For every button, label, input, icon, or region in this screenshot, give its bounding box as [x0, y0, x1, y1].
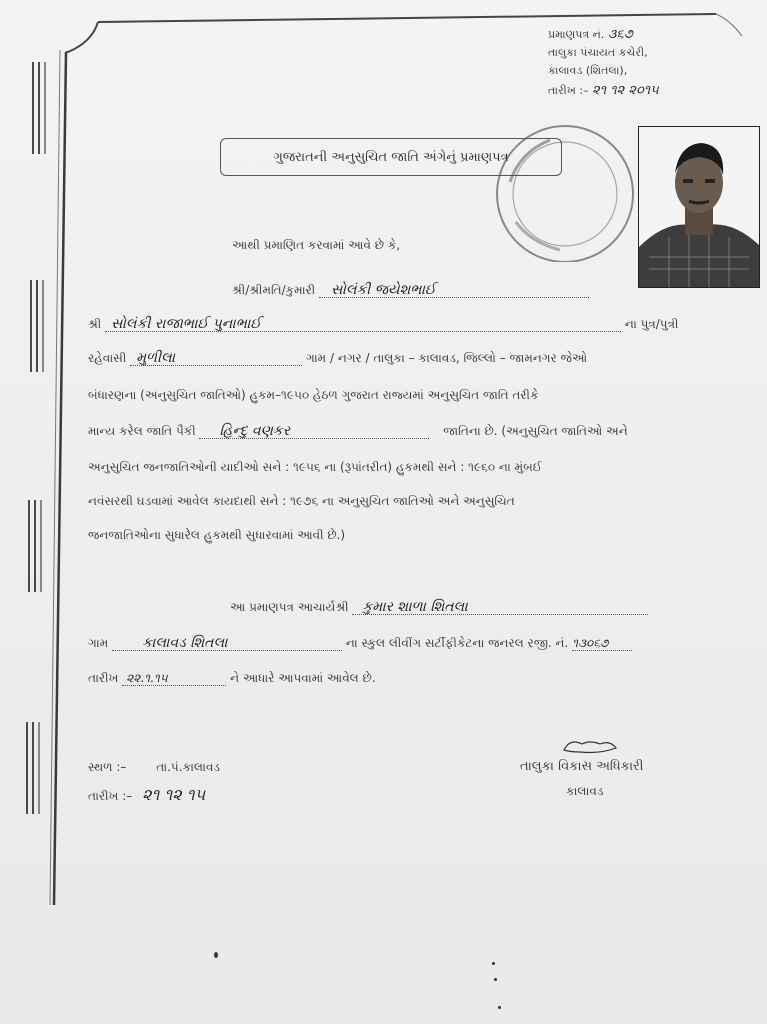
- name-label: શ્રી/શ્રીમતિ/કુમારી: [232, 283, 316, 297]
- basis-line-2: [88, 636, 632, 651]
- body-line-7: નવંસરથી ઘડવામાં આવેલ કાયદાથી સને : ૧૯૭૬ ના અનુસુચિત જાતિઓ અને અનુસુચિત: [88, 494, 515, 508]
- caste-label: માન્ય કરેલ જાતિ પૈકી: [88, 424, 196, 438]
- basis-date-rest: ને આધારે આપવામાં આવેલ છે.: [230, 671, 376, 685]
- header-date-line: [548, 84, 659, 98]
- father-line: [88, 317, 678, 332]
- residence-village: મુળીલા: [130, 351, 302, 366]
- basis-register-text: ના સ્કુલ લીવીંગ સર્ટીફીકેટના જનરલ રજી. નં.: [345, 636, 569, 650]
- basis-date-label: તારીખ: [88, 671, 119, 685]
- basis-line-3: [88, 671, 376, 686]
- stray-mark: [498, 1006, 501, 1009]
- basis-issuer-label: આ પ્રમાણપત્ર આચાર્યશ્રી: [230, 600, 349, 614]
- punch-mark: [20, 500, 54, 592]
- applicant-name: સોલંકી જયેશભાઈ: [319, 283, 589, 298]
- basis-date: ૨૨.૧.૧૫: [122, 671, 226, 686]
- father-name: સોલંકી રાજાભાઈ પુનાભાઈ: [105, 317, 621, 332]
- punch-mark: [20, 280, 54, 372]
- basis-village-label: ગામ: [88, 636, 109, 650]
- stray-mark: [214, 952, 218, 958]
- official-stamp: [490, 112, 640, 262]
- father-suffix: ના પુત્ર/પુત્રી: [624, 317, 679, 331]
- punch-mark: [20, 62, 54, 154]
- office-name: તાલુકા પંચાયત કચેરી,: [548, 46, 648, 59]
- footer-date-value: ૨૧ ૧૨ ૧૫: [142, 785, 206, 804]
- applicant-photo: [638, 126, 760, 288]
- caste-rest: જાતિના છે. (અનુસુચિત જાતિઓ અને: [443, 424, 628, 438]
- footer-place-line: [88, 760, 220, 774]
- father-prefix: શ્રી: [88, 317, 102, 331]
- certificate-title-text: ગુજરાતની અનુસુચિત જાતિ અંગેનું પ્રમાણપત્ર: [273, 149, 509, 165]
- residence-line: [88, 351, 587, 366]
- stray-mark: [492, 962, 495, 965]
- caste-name: હિન્દુ વણકર: [199, 424, 429, 439]
- officer-signature: [560, 736, 620, 758]
- punch-mark: [20, 722, 54, 814]
- header-date-value: ૨૧ ૧૨ ૨૦૧૫: [592, 83, 659, 98]
- residence-label: રહેવાસી: [88, 351, 127, 365]
- officer-title: તાલુકા વિકાસ અધિકારી: [520, 759, 644, 774]
- stray-mark: [494, 978, 497, 981]
- officer-place: કાલાવડ: [566, 784, 604, 798]
- cert-number-label: પ્રમાણપત્ર નં.: [548, 28, 605, 41]
- footer-place-value: તા.પં.કાલાવડ: [156, 760, 221, 774]
- body-line-6: અનુસુચિત જનજાતિઓની યાદીઓ સને : ૧૯૫૬ ના (રૂપાંતરીત) હુકમથી સને : ૧૯૬૦ ના મુંબઈ: [88, 460, 542, 474]
- footer-place-label: સ્થળ :–: [88, 760, 127, 774]
- body-line-4: બંધારણના (અનુસુચિત જાતિઓ) હુકમ–૧૯૫૦ હેઠળ ગુજરાત રાજ્યમાં અનુસુચિત જાતિ તરીકે: [88, 388, 539, 402]
- caste-line: [88, 424, 628, 439]
- residence-rest: ગામ / નગર / તાલુકા – કાલાવડ, જિલ્લો – જામનગર જેઓ: [305, 351, 588, 365]
- intro-text: આથી પ્રમાણિત કરવામાં આવે છે કે,: [232, 238, 401, 252]
- name-line: [232, 283, 589, 298]
- basis-register-number: ૧૩૦૬૭: [572, 636, 632, 651]
- body-line-8: જનજાતિઓના સુધારેલ હુકમથી સુધારવામાં આવી છે.): [88, 528, 346, 542]
- basis-village: કાલાવડ શિતલા: [112, 636, 342, 651]
- cert-number-value: ૩૬૭: [607, 27, 633, 42]
- header-date-label: તારીખ :–: [548, 84, 589, 97]
- basis-line-1: [230, 600, 648, 615]
- footer-date-line: [88, 785, 206, 804]
- basis-issuer: કુમાર શાળા શિતલા: [352, 600, 648, 615]
- certificate-title: [220, 138, 562, 176]
- cert-number-line: [548, 28, 633, 42]
- footer-date-label: તારીખ :–: [88, 789, 133, 803]
- office-place: કાલાવડ (શિતલા),: [548, 64, 628, 77]
